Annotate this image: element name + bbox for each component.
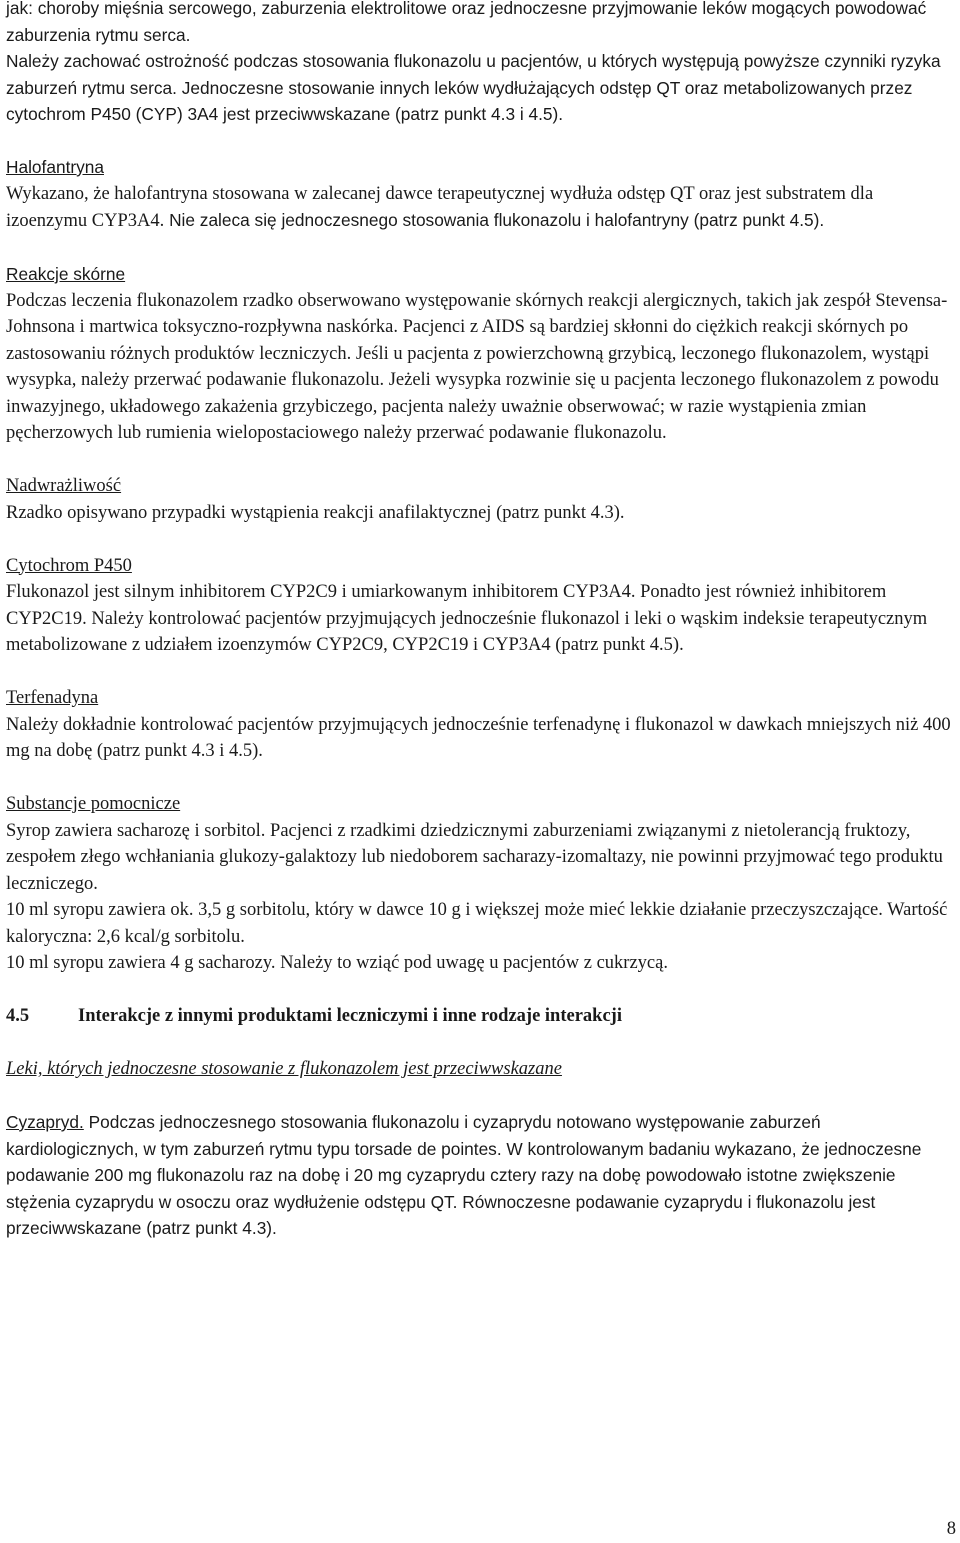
reakcje-skorne-text: Podczas leczenia flukonazolem rzadko obserwowano występowanie skórnych reakcji alergicznych, takich jak zespół Stevensa-Johnsona i martwica toksyczno-rozpływna naskórka. Pacjenci z AIDS są bardziej skłonni do ciężkich reakcji skórnych po zastosowaniu różnych produktów leczniczych. Jeśli u pacjenta z powierzchowną grzybicą, leczonego flukonazolem, wystąpi wysypka, należy przerwać podawanie flukonazolu. Jeżeli wysypka rozwinie się u pacjenta leczonego flukonazolem z powodu inwazyjnego, układowego zakażenia grzybiczego, pacjenta należy uważnie obserwować; w razie wystąpienia zmian pęcherzowych lub rumienia wielopostaciowego należy przerwać podawanie flukonazolu. [6,290,948,443]
cyzapryd-heading: Cyzapryd. [6,1112,84,1132]
halofantryna-text-part1: Wykazano, że halofantryna stosowana w zalecanej dawce terapeutycznej wydłuża odstęp QT oraz jest substratem dla izoenzymu CYP3A4. [6,183,874,231]
substancje-text-1: Syrop zawiera sacharozę i sorbitol. Pacjenci z rzadkimi dziedzicznymi zaburzeniami związanymi z nietolerancją fruktozy, zespołem złego wchłaniania glukozy-galaktozy lub niedoborem sacharazy-izomaltazy, nie powinni przyjmować tego produktu leczniczego. [6,820,943,894]
cytochrom-heading: Cytochrom P450 [6,555,132,576]
document-page [6,0,956,1242]
substancje-heading: Substancje pomocnicze [6,794,181,814]
intro-line-top: jak: choroby mięśnia sercowego, zaburzenia elektrolitowe oraz jednoczesne przyjmowanie leków mogących powodować zaburzenia rytmu serca. [6,0,927,45]
halofantryna-text-part2: Nie zaleca się jednoczesnego stosowania flukonazolu i halofantryny (patrz punkt 4.5). [164,210,825,230]
halofantryna-heading: Halofantryna [6,157,104,177]
section-number: 4.5 [6,1006,30,1026]
intro-contraindication: Jednoczesne stosowanie innych leków wydłużających odstęp QT oraz metabolizowanych przez cytochrom P450 (CYP) 3A4 jest przeciwwskazane (patrz punkt 4.3 i 4.5). [6,77,913,124]
cyzapryd-text: Podczas jednoczesnego stosowania flukonazolu i cyzaprydu notowano występowanie zaburzeń kardiologicznych, w tym zaburzeń rytmu typu torsade de pointes. W kontrolowanym badaniu wykazano, że jednoczesne podawanie 200 mg flukonazolu raz na dobę i 20 mg cyzaprydu cztery razy na dobę powodowało istotne zwiększenie stężenia cyzaprydu w osoczu oraz wydłużenie odstępu QT. Równoczesne podawanie cyzaprydu i flukonazolu jest przeciwwskazane (patrz punkt 4.3). [6,1112,922,1238]
nadwrazliwosc-text: Rzadko opisywano przypadki wystąpienia reakcji anafilaktycznej (patrz punkt 4.3). [6,502,625,523]
halofantryna-text [6,181,956,235]
substancje-text-2: 10 ml syropu zawiera ok. 3,5 g sorbitolu, który w dawce 10 g i większej może mieć lekkie działanie przeczyszczające. Wartość kaloryczna: 2,6 kcal/g sorbitolu. [6,900,948,947]
nadwrazliwosc-heading: Nadwrażliwość [6,476,122,496]
intro-paragraph [6,0,956,128]
intro-caution: Należy zachować ostrożność podczas stosowania flukonazolu u pacjentów, u których występują powyższe czynniki ryzyka zaburzeń rytmu serca. [6,51,941,98]
reakcje-skorne-heading: Reakcje skórne [6,264,126,284]
cyzapryd-paragraph [6,1109,956,1242]
section-title: Interakcje z innymi produktami leczniczymi i inne rodzaje interakcji [78,1006,622,1026]
substancje-text-3: 10 ml syropu zawiera 4 g sacharozy. Należy to wziąć pod uwagę u pacjentów z cukrzycą. [6,953,668,973]
section-heading-4-5 [6,1003,956,1030]
cytochrom-text: Flukonazol jest silnym inhibitorem CYP2C9 i umiarkowanym inhibitorem CYP3A4. Ponadto jest również inhibitorem CYP2C19. Należy kontrolować pacjentów przyjmujących jednocześnie flukonazol i leki o wąskim indeksie terapeutycznym metabolizowane z udziałem izoenzymów CYP2C9, CYP2C19 i CYP3A4 (patrz punkt 4.5). [6,582,928,655]
page-number: 8 [946,1519,956,1539]
contraindicated-heading: Leki, których jednoczesne stosowanie z flukonazolem jest przeciwwskazane [6,1059,562,1079]
terfenadyna-text: Należy dokładnie kontrolować pacjentów przyjmujących jednocześnie terfenadynę i flukonazol w dawkach mniejszych niż 400 mg na dobę (patrz punkt 4.3 i 4.5). [6,714,951,761]
terfenadyna-heading: Terfenadyna [6,688,99,708]
